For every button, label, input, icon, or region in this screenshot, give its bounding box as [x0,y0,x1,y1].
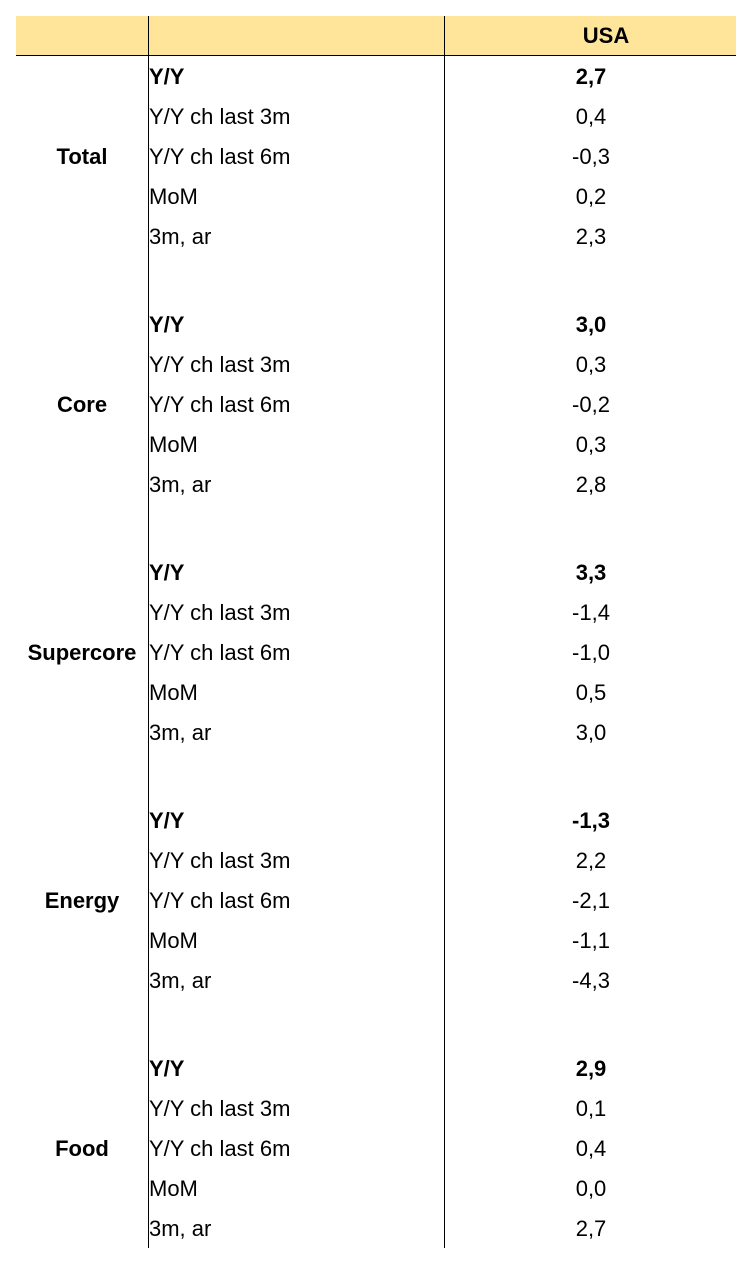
row-label: Y/Y ch last 3m [149,352,291,377]
row-label: 3m, ar [149,968,212,993]
row-value: -0,2 [572,392,610,417]
group-name: Food [55,1136,109,1161]
row-value: 2,8 [575,472,607,497]
row-label: MoM [149,1176,198,1201]
row-label: 3m, ar [149,720,212,745]
group-food [16,1049,736,1249]
row-value: 2,3 [575,224,607,249]
table-row [16,713,736,753]
table-row [16,673,736,713]
row-label: Y/Y ch last 6m [149,144,291,169]
row-label: MoM [149,432,198,457]
row-value: 0,5 [575,680,607,705]
row-label: Y/Y ch last 3m [149,1096,291,1121]
group-energy [16,801,736,1001]
table-row [16,217,736,257]
row-value: 3,3 [575,560,607,585]
row-label: Y/Y ch last 3m [149,848,291,873]
row-value: -1,4 [572,600,610,625]
column-header-usa: USA [582,23,630,48]
table-row [16,1129,736,1169]
table-row [16,593,736,633]
row-value: 2,7 [575,1216,607,1241]
row-value: -0,3 [572,144,610,169]
row-value: 0,2 [575,184,607,209]
table-row [16,305,736,345]
row-label: Y/Y [149,1056,185,1081]
row-value: -1,1 [572,928,610,953]
table-row [16,881,736,921]
row-label: Y/Y [149,560,185,585]
table-row [16,1209,736,1249]
table-row [16,553,736,593]
group-name: Total [56,144,108,169]
row-label: Y/Y [149,312,185,337]
row-label: MoM [149,928,198,953]
table-row [16,465,736,505]
row-label: 3m, ar [149,224,212,249]
row-label: Y/Y ch last 6m [149,1136,291,1161]
table-row [16,177,736,217]
table-row [16,97,736,137]
group-name: Energy [44,888,120,913]
row-value: 0,1 [575,1096,607,1121]
table-row [16,633,736,673]
row-label: 3m, ar [149,1216,212,1241]
group-core [16,305,736,505]
row-value: 0,3 [575,432,607,457]
row-label: Y/Y ch last 3m [149,600,291,625]
table-row [16,921,736,961]
table-row [16,841,736,881]
table-row [16,1089,736,1129]
group-supercore [16,553,736,753]
row-label: MoM [149,680,198,705]
row-value: -4,3 [572,968,610,993]
row-value: 2,2 [575,848,607,873]
row-value: -1,0 [572,640,610,665]
row-label: Y/Y ch last 6m [149,392,291,417]
row-label: Y/Y ch last 6m [149,640,291,665]
row-value: 3,0 [575,312,607,337]
table-row [16,425,736,465]
table-row [16,385,736,425]
row-value: 0,4 [575,1136,607,1161]
table-header [16,16,736,56]
row-value: 0,0 [575,1176,607,1201]
row-label: Y/Y [149,808,185,833]
row-value: 2,9 [575,1056,607,1081]
row-value: 2,7 [575,64,607,89]
row-value: 0,4 [575,104,607,129]
table-row [16,1169,736,1209]
row-label: Y/Y ch last 3m [149,104,291,129]
row-value: 0,3 [575,352,607,377]
table-row [16,801,736,841]
table-row [16,1049,736,1089]
group-name: Core [56,392,108,417]
row-value: -2,1 [572,888,610,913]
row-label: MoM [149,184,198,209]
table-row [16,961,736,1001]
group-total [16,57,736,257]
row-label: 3m, ar [149,472,212,497]
row-label: Y/Y [149,64,185,89]
table-row [16,345,736,385]
group-name: Supercore [27,640,137,665]
table-row [16,57,736,97]
row-value: 3,0 [575,720,607,745]
row-label: Y/Y ch last 6m [149,888,291,913]
table-row [16,137,736,177]
row-value: -1,3 [572,808,610,833]
